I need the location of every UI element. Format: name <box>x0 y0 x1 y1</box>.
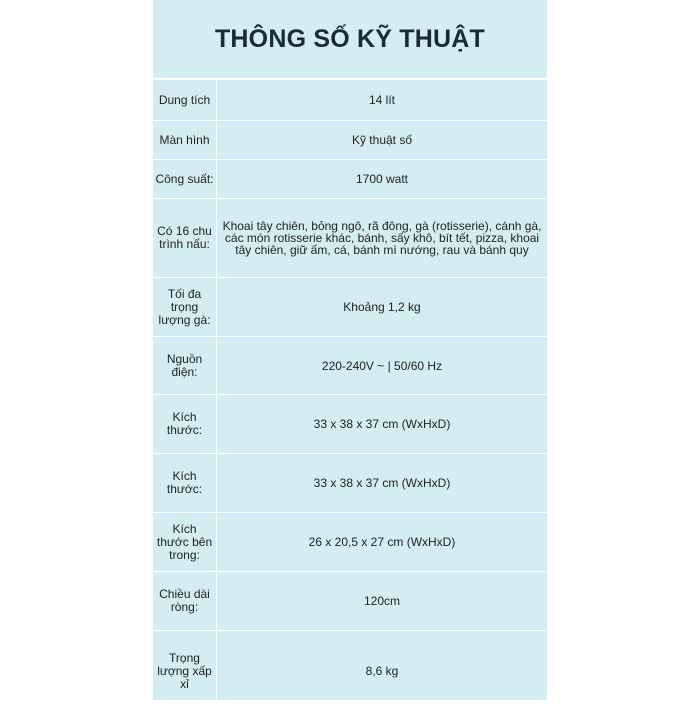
spec-label: Kích thước: <box>153 454 217 512</box>
spec-label: Dung tích <box>153 80 217 120</box>
spec-label: Nguồn điện: <box>153 337 217 394</box>
spec-value: Khoai tây chiên, bỏng ngô, rã đông, gà (rotisserie), cánh gà, các món rotisserie khác, bánh, sấy khô, bít tết, pizza, khoai tây chiên, giữ ấm, cá, bánh mì nướng, rau và bánh quy <box>222 219 542 257</box>
spec-row-display <box>153 121 547 160</box>
spec-row-inner-dimensions <box>153 513 547 572</box>
spec-row-dimensions <box>153 454 547 513</box>
spec-value: 8,6 kg <box>365 664 399 678</box>
spec-value: 26 x 20,5 x 27 cm (WxHxD) <box>308 535 456 549</box>
spec-row-cooking-programs <box>153 199 547 278</box>
spec-label: Kích thước bên trong: <box>153 513 217 571</box>
spec-row-max-chicken-weight <box>153 278 547 337</box>
spec-label: Màn hình <box>153 121 217 159</box>
spec-label: Kích thước: <box>153 395 217 453</box>
spec-value: 33 x 38 x 37 cm (WxHxD) <box>313 476 451 490</box>
spec-value: Kỹ thuật số <box>351 133 413 147</box>
spec-label: Tối đa trọng lượng gà: <box>153 278 217 336</box>
spec-value: 1700 watt <box>355 172 409 186</box>
spec-value: 120cm <box>363 594 401 608</box>
spec-label: Có 16 chu trình nấu: <box>153 199 217 277</box>
page-title: THÔNG SỐ KỸ THUẬT <box>214 24 486 53</box>
spec-row-capacity <box>153 80 547 121</box>
spec-label: Trọng lượng xấp xỉ <box>153 631 217 711</box>
spec-label: Công suất: <box>153 160 217 198</box>
spec-sheet <box>153 0 547 700</box>
spec-row-dimensions <box>153 395 547 454</box>
spec-value: 14 lít <box>368 93 395 107</box>
spec-value: Khoảng 1,2 kg <box>343 300 421 314</box>
spec-value: 220-240V ~ | 50/60 Hz <box>321 358 443 373</box>
spec-row-power <box>153 160 547 199</box>
spec-row-power-supply <box>153 337 547 395</box>
spec-value: 33 x 38 x 37 cm (WxHxD) <box>313 417 451 431</box>
spec-row-cord-length <box>153 572 547 631</box>
spec-header <box>153 0 547 80</box>
spec-label: Chiều dài ròng: <box>153 572 217 630</box>
